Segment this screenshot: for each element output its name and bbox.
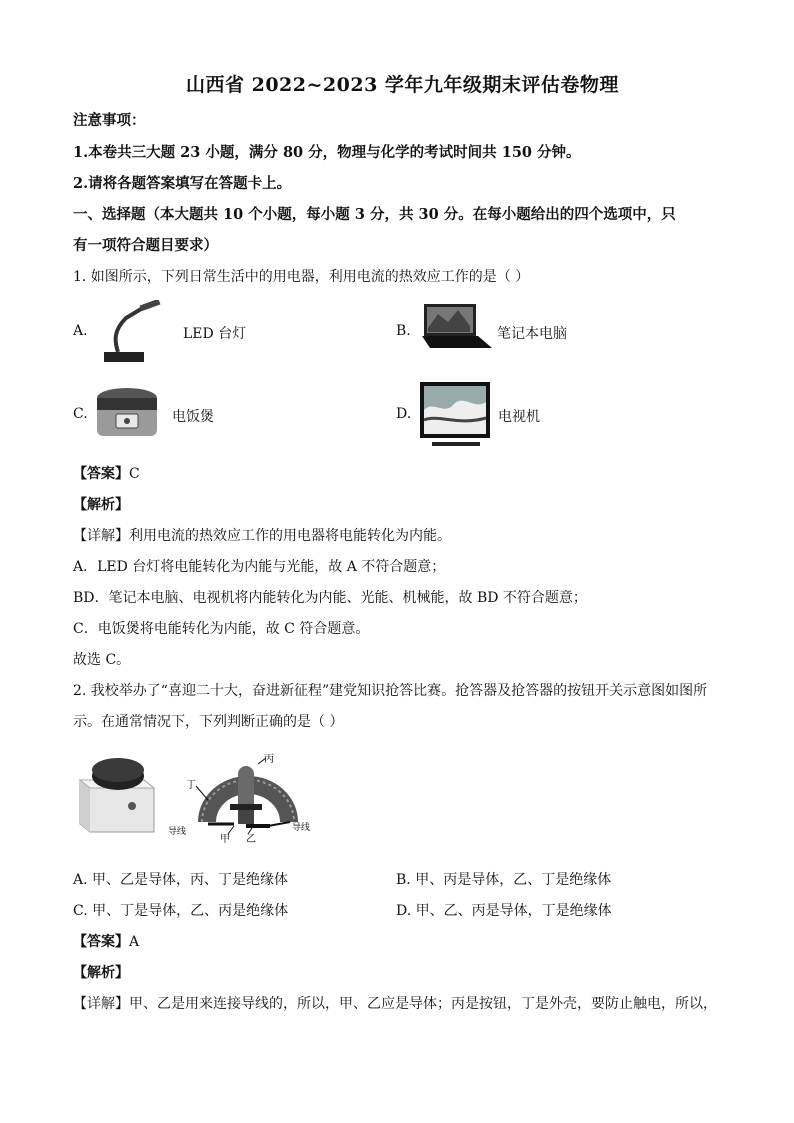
page-title: 山西省 2022~2023 学年九年级期末评估卷物理	[186, 74, 619, 96]
notice-item-1: 1.本卷共三大题 23 小题，满分 80 分，物理与化学的考试时间共 150 分钟。	[73, 144, 581, 161]
question-2-stem-line-2: 示。在通常情况下，下列判断正确的是（ ）	[73, 714, 344, 730]
q1-detail-line-4: C．电饭煲将电能转化为内能，故 C 符合题意。	[73, 621, 370, 637]
q1-analysis-tag: 【解析】	[73, 497, 129, 513]
notice-heading: 注意事项：	[73, 112, 146, 129]
q1-option-c-label: 电饭煲	[172, 409, 214, 425]
label-jia: 甲	[220, 834, 230, 844]
laptop-icon	[418, 302, 494, 352]
button-switch-diagram	[168, 752, 318, 844]
q2-answer-value: A	[129, 934, 140, 950]
q1-answer-row	[73, 463, 140, 483]
notice-item-2: 2.请将各题答案填写在答题卡上。	[73, 175, 292, 192]
q1-option-d-letter: D.	[396, 406, 412, 422]
q2-option-d-text: 甲、乙、丙是导体，丁是绝缘体	[415, 903, 612, 919]
desk-lamp-icon	[96, 300, 162, 366]
label-yi: 乙	[246, 834, 256, 844]
q1-option-c-letter: C.	[73, 406, 88, 422]
q2-analysis-tag: 【解析】	[73, 965, 129, 981]
label-wire-left: 导线	[168, 827, 187, 837]
q1-answer-tag: 【答案】	[73, 466, 129, 482]
q2-answer-tag: 【答案】	[73, 934, 129, 950]
question-1-stem: 1. 如图所示，下列日常生活中的用电器，利用电流的热效应工作的是（ ）	[73, 269, 530, 285]
q2-option-c-letter: C.	[73, 903, 88, 919]
buzzer-button-icon	[74, 752, 158, 838]
q2-answer-row	[73, 931, 139, 951]
label-ding: 丁	[186, 780, 196, 791]
rice-cooker-icon	[94, 384, 160, 444]
q2-option-a-letter: A.	[73, 872, 88, 888]
q2-option-b-letter: B.	[396, 872, 411, 888]
question-2-stem-line-1: 2. 我校举办了“喜迎二十大，奋进新征程”建党知识抢答比赛。抢答器及抢答器的按钮开关示意图如图所	[73, 683, 708, 699]
q1-detail-line-3: BD．笔记本电脑、电视机将内能转化为内能、光能、机械能，故 BD 不符合题意；	[73, 590, 587, 606]
q2-option-d	[396, 900, 612, 920]
q2-option-c-text: 甲、丁是导体，乙、丙是绝缘体	[92, 903, 289, 919]
q2-option-b	[396, 869, 611, 889]
q2-option-c	[73, 900, 288, 920]
q1-option-a-label: LED 台灯	[183, 326, 247, 342]
q2-option-d-letter: D.	[396, 903, 412, 919]
section-heading-line-1: 一、选择题（本大题共 10 个小题，每小题 3 分，共 30 分。在每小题给出的四个选项中，只	[73, 206, 676, 223]
television-icon	[418, 380, 494, 452]
label-bing: 丙	[264, 754, 274, 765]
q2-option-a	[73, 869, 288, 889]
q2-detail-line-1: 【详解】甲、乙是用来连接导线的，所以，甲、乙应是导体；丙是按钮，丁是外壳，要防止触电，所以，	[73, 996, 717, 1012]
q1-detail-line-1: 【详解】利用电流的热效应工作的用电器将电能转化为内能。	[73, 528, 451, 544]
q1-answer-value: C	[129, 466, 140, 482]
q1-detail-line-5: 故选 C。	[73, 652, 131, 668]
q1-option-d-label: 电视机	[498, 409, 540, 425]
section-heading-line-2: 有一项符合题目要求）	[73, 237, 218, 254]
q1-option-b-label: 笔记本电脑	[497, 326, 567, 342]
label-wire-right: 导线	[292, 823, 311, 833]
q1-option-a-letter: A.	[73, 323, 88, 339]
q1-detail-line-2: A．LED 台灯将电能转化为内能与光能，故 A 不符合题意；	[73, 559, 446, 575]
q1-option-b-letter: B.	[396, 323, 411, 339]
q2-option-a-text: 甲、乙是导体，丙、丁是绝缘体	[92, 872, 289, 888]
q2-option-b-text: 甲、丙是导体，乙、丁是绝缘体	[415, 872, 612, 888]
